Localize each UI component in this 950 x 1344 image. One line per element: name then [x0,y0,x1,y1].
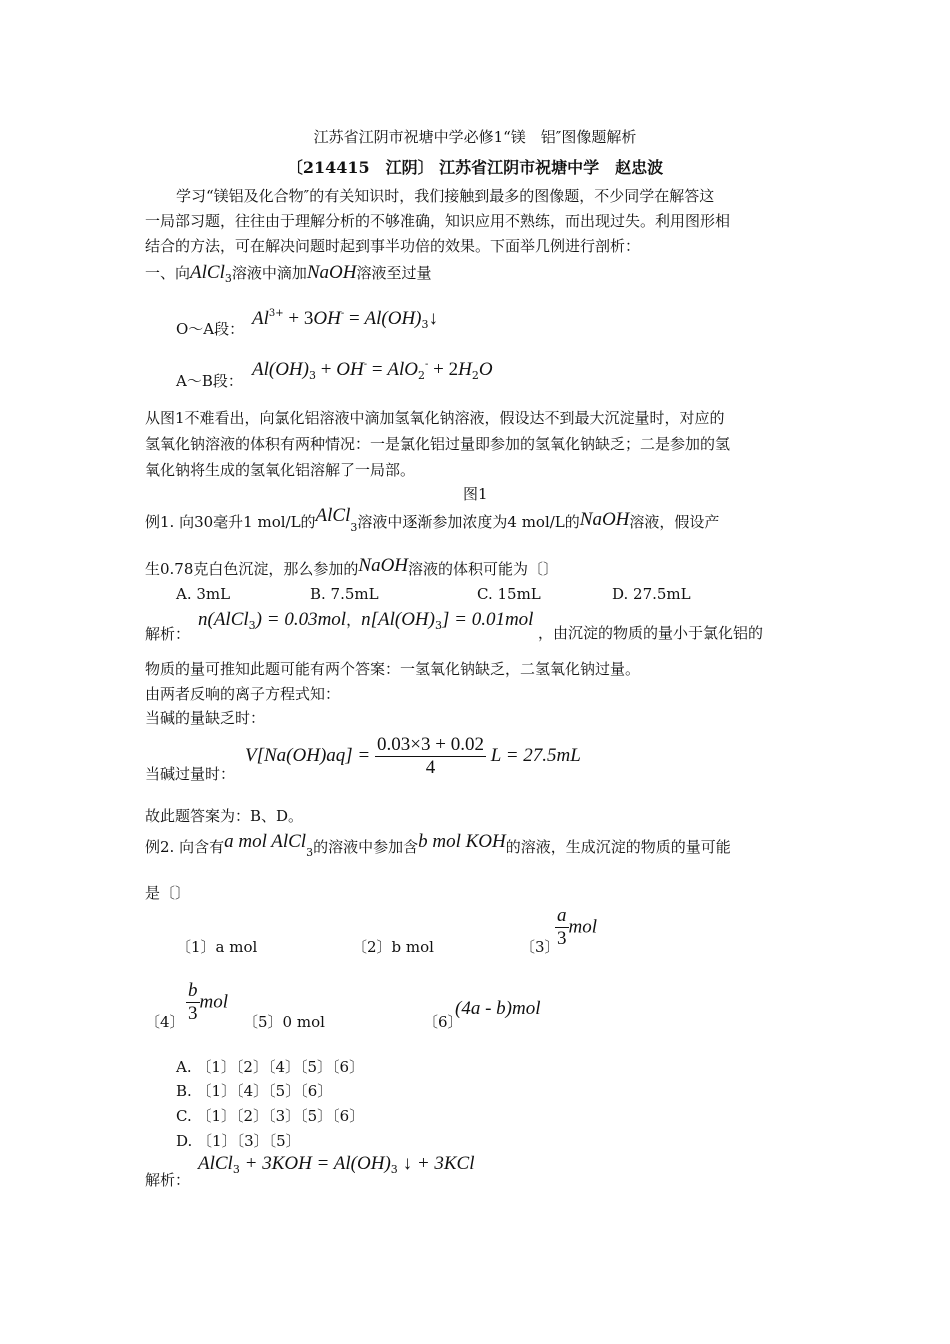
example2-analysis-label: 解析： [145,1171,191,1189]
example1-option-b: B. 7.5mL [310,585,379,603]
example2-choice-b: B. 〔1〕〔4〕〔5〕〔6〕 [176,1082,333,1100]
author-line: 〔214415 江阴〕 江苏省江阴市祝塘中学 赵忠波 [286,158,664,177]
segment-oa-label: O～A段： [176,320,245,338]
example2-option-3-value: $\frac{a}{3}$ mol [557,905,597,949]
page-title: 江苏省江阴市祝塘中学必修1“镁 铝″图像题解析 [313,128,637,146]
volume-fraction: $\frac{0.03\times 3 + 0.02}{4}$ [377,733,484,778]
example2-choice-d: D. 〔1〕〔3〕〔5〕 [176,1132,301,1150]
example1-analysis-a: ，由沉淀的物质的量小于氯化铝的 [538,624,764,642]
analysis-line-1: 从图1不难看出，向氯化铝溶液中滴加氢氧化钠溶液，假设达不到最大沉淀量时，对应的 [145,409,725,427]
example1-line-1: 例1. 向30毫升1 mol/L的AlCl$_3$溶液中逐渐参加浓度为4 mol/L的NaOH溶液，假设产 [145,505,720,534]
example1-volume-formula: V[Na(OH)aq] = $\frac{0.03\times 3 + 0.02}{4}$ L = 27.5mL [245,733,581,778]
intro-line-2: 一局部习题，往往由于理解分析的不够准确，知识应用不熟练，而出现过失。利用图形相 [145,212,731,230]
example1-answer: 故此题答案为：B、D。 [145,807,304,825]
example2-option-4-value: $\frac{b}{3}$ mol [188,980,228,1024]
segment-oa-equation: $Al^{3+} + 3OH^-$ = $Al(OH)_3↓$ [252,308,438,331]
example1-excess: 当碱过量时： [145,765,236,783]
example1-analysis-label: 解析： [145,625,191,643]
analysis-line-3: 氧化钠将生成的氢氧化铝溶解了一局部。 [145,461,416,479]
segment-ab-equation: $Al(OH)_3 + OH^- = AlO_2^- + 2H_2O$ [252,359,493,382]
intro-line-3: 结合的方法，可在解决问题时起到事半功倍的效果。下面举几例进行剖析： [145,237,641,255]
example2-line-1: 例2. 向含有a mol AlCl$_3$的溶液中参加含b mol KOH的溶液，生成沉淀的物质的量可能 [145,831,731,859]
example1-option-d: D. 27.5mL [612,585,691,603]
example1-option-a: A. 3mL [176,585,231,603]
example1-deficient: 当碱的量缺乏时： [145,709,266,727]
example1-option-c: C. 15mL [477,585,541,603]
example2-line-2: 是〔〕 [145,884,191,902]
example1-line-2: 生0.78克白色沉淀，那么参加的NaOH溶液的体积可能为〔〕 [145,555,559,578]
example2-choice-a: A. 〔1〕〔2〕〔4〕〔5〕〔6〕 [176,1058,365,1076]
example2-option-1: 〔1〕a mol [176,938,258,956]
figure-caption: 图1 [463,485,488,503]
segment-ab-label: A～B段： [176,372,243,390]
example2-option-3-label: 〔3〕 [520,938,560,956]
example2-choice-c: C. 〔1〕〔2〕〔3〕〔5〕〔6〕 [176,1107,365,1125]
intro-line-1: 学习“镁铝及化合物″的有关知识时，我们接触到最多的图像题，不少同学在解答这 [176,187,715,205]
analysis-line-2: 氢氧化钠溶液的体积有两种情况：一是氯化铝过量即参加的氢氧化钠缺乏；二是参加的氢 [145,435,731,453]
example2-equation: AlCl$_3$ + $3KOH = Al(OH)_3$ ↓ + 3KCl [198,1153,475,1176]
example2-option-2: 〔2〕b mol [352,938,434,956]
example2-option-4-label: 〔4〕 [145,1013,185,1031]
example1-analysis-b: 物质的量可推知此题可能有两个答案：一氢氧化钠缺乏，二氢氧化钠过量。 [145,660,641,678]
example2-option-6-value: (4a - b)mol [455,998,541,1019]
example1-moles: n(AlCl$_3$) = 0.03mol，$n[Al(OH)_3] = 0.01mol$ [198,609,534,632]
example2-option-5: 〔5〕0 mol [243,1013,325,1031]
section1-heading: 一、向AlCl$_3$溶液中滴加NaOH溶液至过量 [145,262,432,285]
example1-analysis-c: 由两者反响的离子方程式知： [145,685,341,703]
example2-option-6-label: 〔6〕 [423,1013,463,1031]
